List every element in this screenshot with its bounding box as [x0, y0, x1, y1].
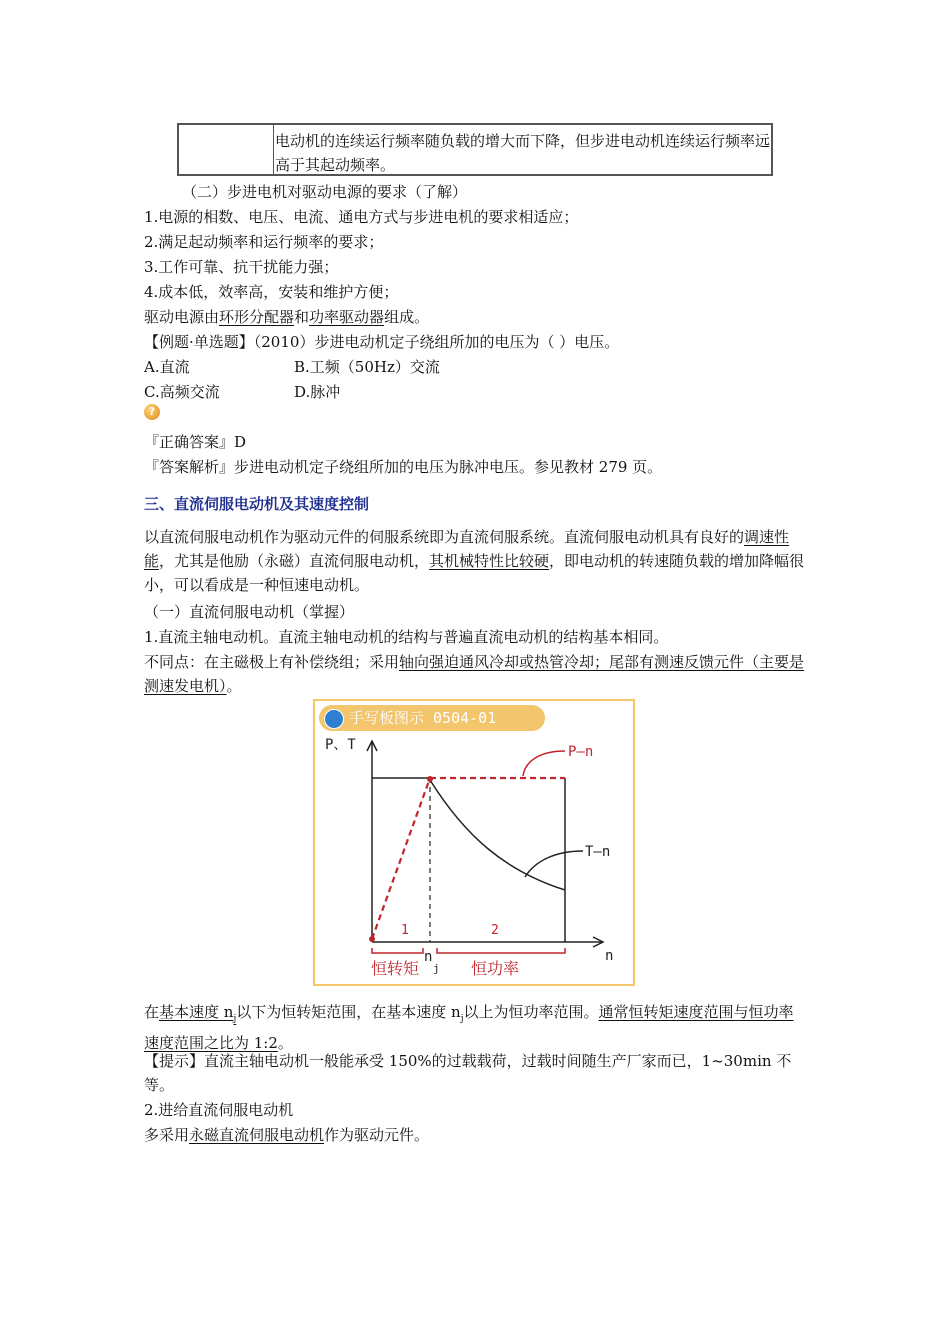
- nj-label: n: [424, 949, 433, 965]
- t-curve-label: T—n: [585, 844, 611, 860]
- torque-power-diagram: [315, 701, 633, 984]
- subsection-heading: （一）直流伺服电动机（掌握）: [144, 603, 355, 621]
- origin-point: [369, 936, 375, 942]
- list-item: 1.直流主轴电动机。直流主轴电动机的结构与普遍直流电动机的结构基本相同。: [144, 628, 669, 646]
- tip-paragraph: 【提示】直流主轴电动机一般能承受 150%的过载载荷，过载时间随生产厂家而已，1~30min 不等。: [144, 1052, 792, 1094]
- torque-range-label: 恒转矩: [371, 959, 420, 978]
- example-question: 【例题·单选题】（2010）步进电动机定子绕组所加的电压为（ ）电压。: [144, 333, 620, 351]
- corner-point: [427, 776, 433, 782]
- speed-range-paragraph: 在基本速度 $n_j$以下为恒转矩范围，在基本速度 $n_j$以上为恒功率范围。通常恒转矩速度范围与恒功率速度范围之比为 1:2。: [144, 1003, 794, 1052]
- p-leader: [523, 751, 565, 776]
- nj-subscript: j: [433, 962, 440, 975]
- section-heading: 三、直流伺服电动机及其速度控制: [144, 495, 370, 513]
- feed-motor-paragraph: 多采用永磁直流伺服电动机作为驱动元件。: [144, 1126, 430, 1144]
- region-1-label: 1: [401, 923, 409, 938]
- intro-paragraph: 以直流伺服电动机作为驱动元件的伺服系统即为直流伺服系统。直流伺服电动机具有良好的调速性能，尤其是他励（永磁）直流伺服电动机，其机械特性比较硬，即电动机的转速随负载的增加降幅很小，可以看成是一种恒速电动机。: [144, 528, 805, 594]
- question-icon[interactable]: ?: [144, 404, 160, 420]
- correct-answer: 『正确答案』D: [144, 433, 247, 451]
- list-item: 1.电源的相数、电压、电流、通电方式与步进电机的要求相适应；: [144, 208, 579, 226]
- option-d: D.脉冲: [294, 383, 341, 401]
- power-range-label: 恒功率: [471, 959, 520, 978]
- torque-bracket: [372, 948, 423, 953]
- handwritten-figure: [313, 699, 635, 986]
- list-item: 2.满足起动频率和运行频率的要求；: [144, 233, 384, 251]
- power-bracket: [437, 948, 565, 953]
- option-b: B.工频（50Hz）交流: [294, 358, 440, 376]
- t-leader: [525, 851, 583, 877]
- x-axis-label: n: [605, 948, 614, 964]
- p-curve-label: P—n: [568, 744, 594, 760]
- power-rising-line: [372, 778, 430, 939]
- section-subheading: （二）步进电机对驱动电源的要求（了解）: [182, 183, 468, 201]
- comparison-table: [177, 123, 773, 176]
- list-item: 3.工作可靠、抗干扰能力强；: [144, 258, 339, 276]
- difference-paragraph: 不同点：在主磁极上有补偿绕组；采用轴向强迫通风冷却或热管冷却；尾部有测速反馈元件（主要是测速发电机）。: [144, 653, 805, 695]
- option-a: A.直流: [144, 358, 190, 376]
- answer-analysis: 『答案解析』步进电动机定子绕组所加的电压为脉冲电压。参见教材 279 页。: [144, 458, 663, 476]
- figure-tag-label: 手写板图示 0504-01: [349, 709, 497, 727]
- drive-power-composition: 驱动电源由环形分配器和功率驱动器组成。: [144, 308, 430, 326]
- option-c: C.高频交流: [144, 383, 220, 401]
- table-empty-cell: [179, 125, 274, 174]
- region-2-label: 2: [491, 923, 499, 938]
- list-item: 4.成本低，效率高，安装和维护方便；: [144, 283, 399, 301]
- torque-curve: [430, 780, 565, 890]
- table-cell: 电动机的连续运行频率随负载的增大而下降，但步进电动机连续运行频率远高于其起动频率。: [275, 132, 771, 174]
- list-item: 2.进给直流伺服电动机: [144, 1101, 294, 1119]
- y-axis-label: P、T: [325, 737, 356, 753]
